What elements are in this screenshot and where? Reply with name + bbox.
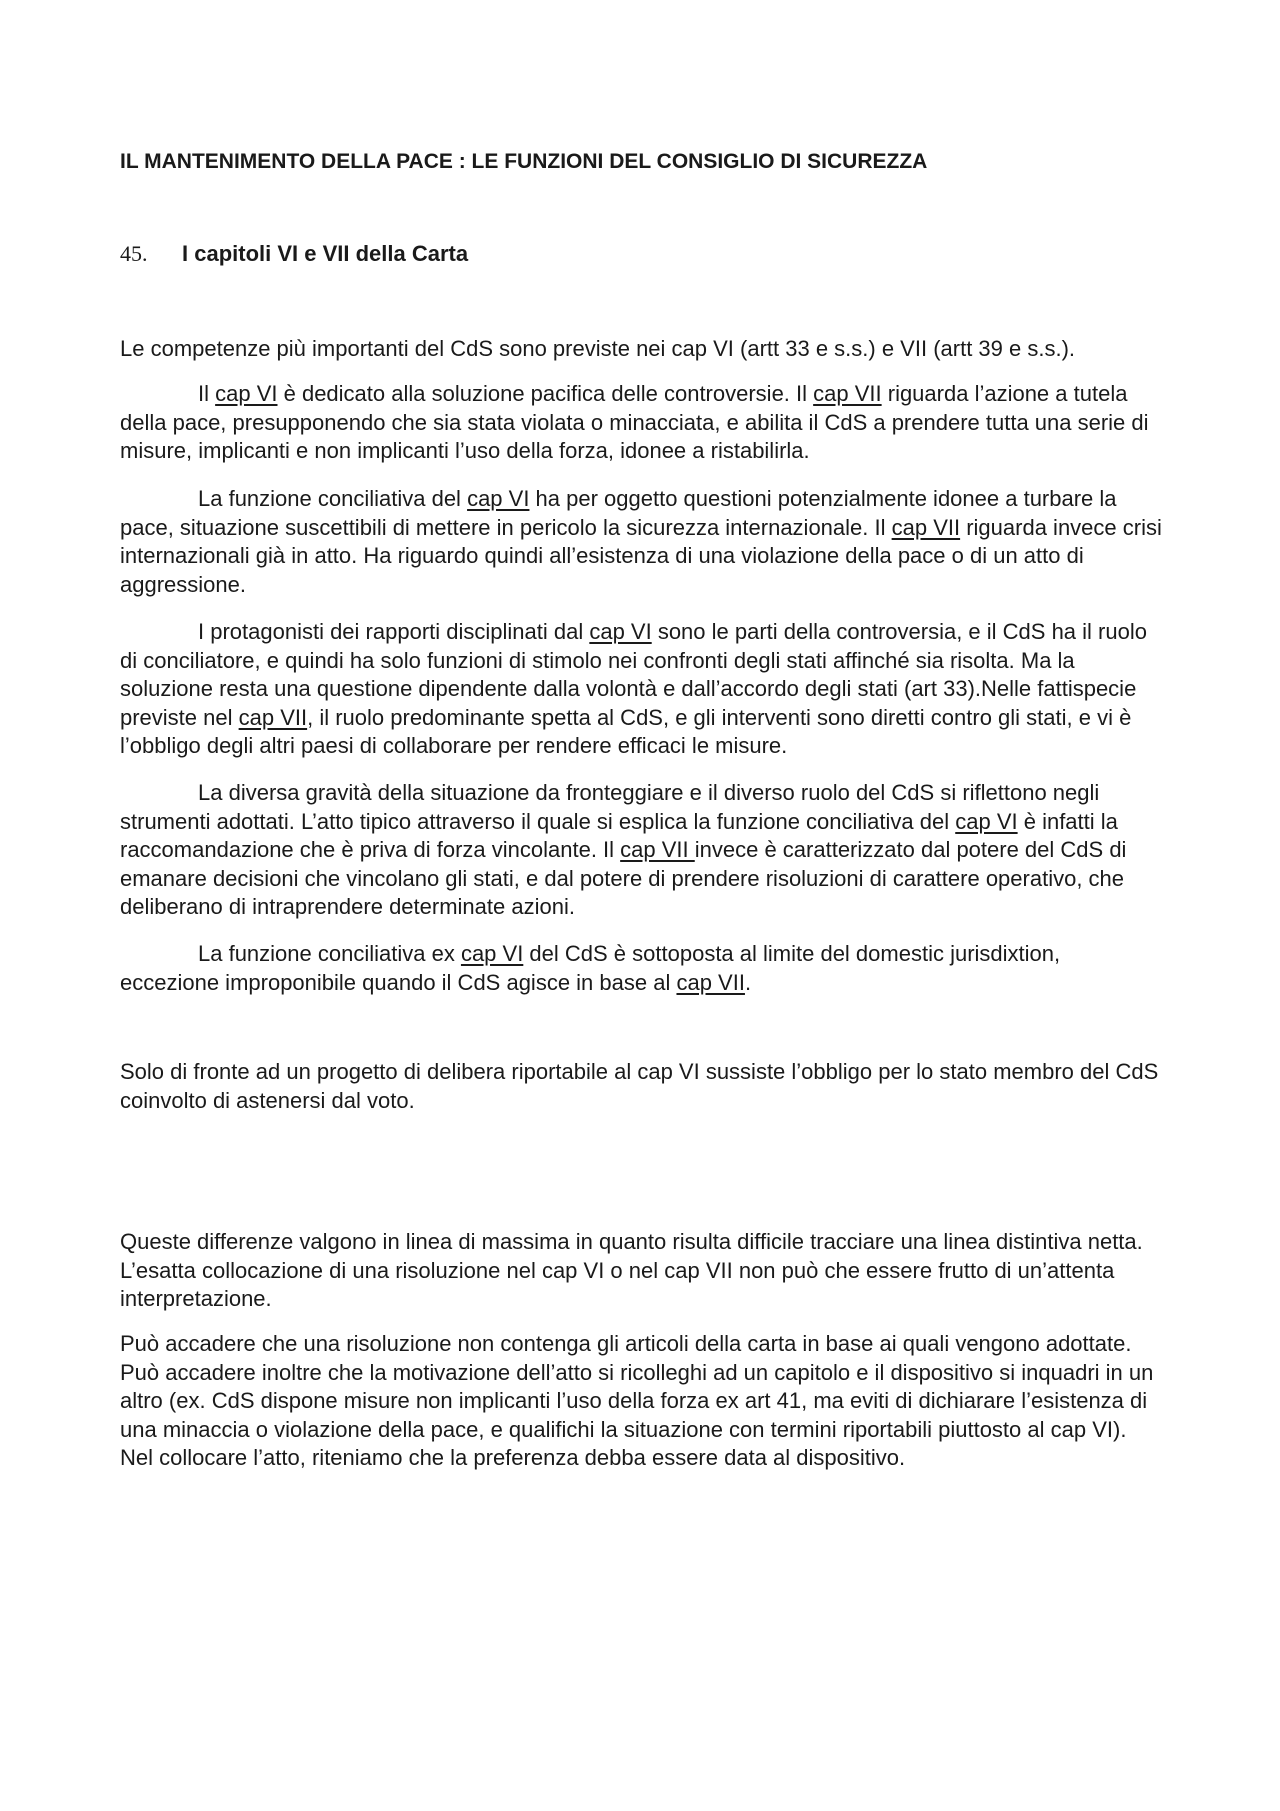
paragraph-intro: Le competenze più importanti del CdS sono previste nei cap VI (artt 33 e s.s.) e VII (artt 39 e s.s.).	[120, 336, 1076, 361]
paragraph-domestic-jurisdiction	[120, 940, 1165, 997]
chapter-reference: cap VII	[238, 704, 308, 730]
paragraph-text: ha per oggetto questioni potenzialmente idonee a turbare la pace, situazione suscettibili di mettere in pericolo la sicurezza internazionale. Il	[120, 486, 1117, 540]
paragraph-conciliative-function	[120, 485, 1165, 599]
chapter-reference: cap VI	[215, 381, 278, 406]
paragraph-text: è dedicato alla soluzione pacifica delle controversie. Il	[277, 381, 814, 406]
paragraph-text: .	[744, 969, 752, 995]
paragraph-text: riguarda invece crisi internazionali già in atto. Ha riguardo quindi all’esistenza di una violazione della pace o di un atto di aggressione.	[120, 514, 1162, 597]
paragraph-text: , il ruolo predominante spetta al CdS, e gli interventi sono diretti contro gli stati, e vi è l’obbligo degli altri paesi di collaborare per rendere efficaci le misure.	[120, 704, 1132, 758]
paragraph-text: La funzione conciliativa ex	[198, 941, 461, 966]
paragraph-text: invece è caratterizzato dal potere del CdS di emanare decisioni che vincolano gli stati, e dal potere di prendere risoluzioni di carattere operativo, che deliberano di intraprendere determinate azioni.	[120, 837, 1127, 919]
paragraph-instruments	[120, 779, 1165, 922]
paragraph-text: del CdS è sottoposta al limite del domestic jurisdixtion, eccezione improponibile quando il CdS agisce in base al	[120, 941, 1061, 995]
chapter-reference: cap VI	[589, 619, 652, 644]
paragraph-text: è infatti la raccomandazione che è priva di forza vincolante. Il	[120, 808, 1118, 862]
section-heading	[120, 240, 1180, 268]
document-title: IL MANTENIMENTO DELLA PACE : LE FUNZIONI DEL CONSIGLIO DI SICUREZZA	[120, 150, 928, 173]
paragraph-text: riguarda l’azione a tutela della pace, presupponendo che sia stata violata o minacciata, e abilita il CdS a prendere tutta una serie di misure, implicanti e non implicanti l’uso della forza, idonee a ristabilirla.	[120, 381, 1149, 463]
chapter-reference: cap VI	[467, 486, 530, 511]
chapter-reference: cap VII	[891, 514, 961, 540]
chapter-reference: cap VII	[813, 381, 882, 406]
paragraph-resolution-placement: Può accadere che una risoluzione non contenga gli articoli della carta in base ai quali vengono adottate. Può accadere inoltre che la motivazione dell’atto si ricolleghi ad un capitolo e il dispositivo si inquadri in un altro (ex. CdS dispone misure non implicanti l’uso della forza ex art 41, ma eviti di dichiarare l’esistenza di una minaccia o violazione della pace, e qualifichi la situazione con termini riportabili piuttosto al cap VI). Nel collocare l’atto, riteniamo che la preferenza debba essere data al dispositivo.	[120, 1331, 1154, 1470]
paragraph-protagonists	[120, 618, 1165, 761]
paragraph-abstention: Solo di fronte ad un progetto di delibera riportabile al cap VI sussiste l’obbligo per lo stato membro del CdS coinvolto di astenersi dal voto.	[120, 1059, 1159, 1113]
chapter-reference: cap VII	[676, 969, 745, 995]
paragraph-differences: Queste differenze valgono in linea di massima in quanto risulta difficile tracciare una linea distintiva netta. L’esatta collocazione di una risoluzione nel cap VI o nel cap VII non può che essere frutto di un’attenta interpretazione.	[120, 1229, 1143, 1311]
paragraph-text: La diversa gravità della situazione da fronteggiare e il diverso ruolo del CdS si riflettono negli strumenti adottati. L’atto tipico attraverso il quale si esplica la funzione conciliativa del	[120, 780, 1100, 834]
section-number: 45.	[120, 241, 148, 266]
chapter-reference: cap VI	[460, 941, 524, 966]
paragraph-text: La funzione conciliativa del	[198, 486, 468, 511]
section-title: I capitoli VI e VII della Carta	[182, 241, 469, 266]
paragraph-text: sono le parti della controversia, e il CdS ha il ruolo di conciliatore, e quindi ha solo funzioni di stimolo nei confronti degli stati affinché sia risolta. Ma la soluzione resta una questione dipendente dalla volontà e dall’accordo degli stati (art 33).Nelle fattispecie previste nel	[120, 619, 1147, 730]
chapter-reference: cap VI	[955, 808, 1018, 834]
paragraph-text: I protagonisti dei rapporti disciplinati dal	[198, 619, 590, 644]
paragraph-text: Il	[198, 381, 216, 406]
chapter-reference: cap VII	[620, 837, 695, 862]
paragraph-chapters-overview	[120, 380, 1165, 466]
